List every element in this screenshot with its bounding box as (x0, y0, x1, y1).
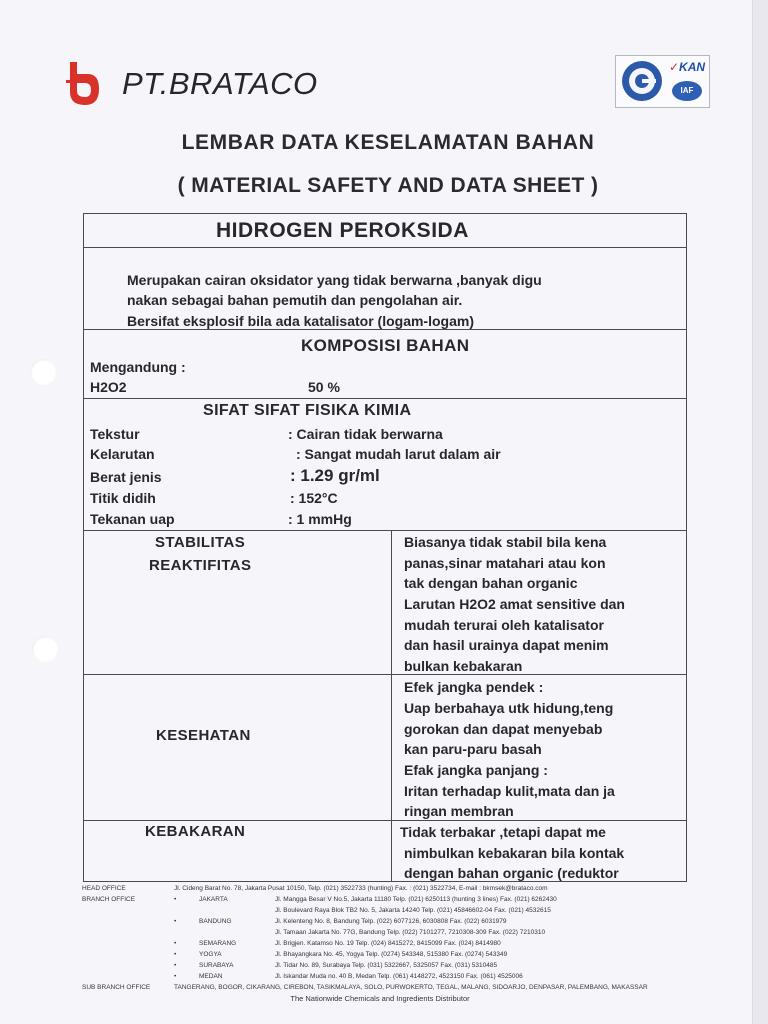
composition-substance: H2O2 (90, 379, 127, 395)
branch-address: Jl. Boulevard Raya Blok TB2 No. 5, Jakarta 14240 Telp. (021) 45846602-04 Fax. (021) 4532615 (275, 907, 551, 914)
product-name: HIDROGEN PEROKSIDA (216, 219, 469, 242)
property-label: Tekanan uap (90, 511, 175, 527)
table-divider (83, 398, 687, 399)
bullet: • (174, 962, 177, 969)
description-line-1: Merupakan cairan oksidator yang tidak berwarna ,banyak digu (127, 272, 542, 288)
bullet: • (174, 896, 177, 903)
property-label: Tekstur (90, 426, 140, 442)
health-line: gorokan dan dapat menyebab (404, 721, 603, 737)
fire-label: KEBAKARAN (145, 823, 246, 840)
branch-address: Jl. Kelenteng No. 8, Bandung Telp. (022) 6077126, 6030808 Fax. (022) 6031979 (275, 918, 507, 925)
bullet: • (174, 918, 177, 925)
kan-logo: ✓KAN (668, 60, 706, 74)
branch-city: BANDUNG (199, 918, 232, 925)
property-label: Berat jenis (90, 469, 162, 485)
table-divider (83, 820, 687, 821)
bullet: • (174, 973, 177, 980)
document-subtitle: ( MATERIAL SAFETY AND DATA SHEET ) (177, 174, 599, 197)
company-name: PT.BRATACO (122, 66, 318, 101)
branch-address: Jl. Tidar No. 89, Surabaya Telp. (031) 5322667, 5325057 Fax. (031) 5310485 (275, 962, 498, 969)
branch-address: Jl. Tamaan Jakarta No. 77G, Bandung Telp. (022) 7101277, 7210308-309 Fax. (022) 7210310 (275, 929, 546, 936)
fire-line: nimbulkan kebakaran bila kontak (404, 845, 625, 861)
health-line: Efek jangka pendek : (404, 679, 544, 695)
head-office-address: Jl. Cideng Barat No. 78, Jakarta Pusat 10150, Telp. (021) 3522733 (hunting) Fax. : (021) 3522734, E-mail : bkmsek@brataco.com (174, 885, 548, 892)
footer-tagline: The Nationwide Chemicals and Ingredients Distributor (290, 994, 470, 1003)
composition-contains-label: Mengandung : (90, 359, 186, 375)
health-line: Iritan terhadap kulit,mata dan ja (404, 783, 615, 799)
property-value: : 152°C (290, 490, 338, 506)
fire-line: dengan bahan organic (reduktor (404, 865, 619, 881)
table-divider (83, 530, 687, 531)
health-line: ringan membran (404, 803, 514, 819)
branch-city: MEDAN (199, 973, 223, 980)
branch-city: SURABAYA (199, 962, 234, 969)
property-value: : 1 mmHg (288, 511, 352, 527)
property-label: Kelarutan (90, 446, 155, 462)
bullet: • (174, 940, 177, 947)
head-office-label: HEAD OFFICE (82, 885, 126, 892)
property-value: : Cairan tidak berwarna (288, 426, 443, 442)
stability-line: panas,sinar matahari atau kon (404, 555, 606, 571)
branch-city: JAKARTA (199, 896, 228, 903)
property-value: : Sangat mudah larut dalam air (296, 446, 501, 462)
branch-address: Jl. Mangga Besar V No.5, Jakarta 11180 Telp. (021) 6250113 (hunting 3 lines) Fax. (021) 6262430 (275, 896, 557, 903)
branch-address: Jl. Iskandar Muda no. 40 B, Medan Telp. (061) 4148272, 4523150 Fax. (061) 4525006 (275, 973, 523, 980)
health-label: KESEHATAN (156, 727, 251, 744)
certification-badge (615, 55, 710, 108)
branch-city: YOGYA (199, 951, 222, 958)
health-line: Uap berbahaya utk hidung,teng (404, 700, 614, 716)
certification-seal-icon (620, 59, 664, 103)
branch-office-label: BRANCH OFFICE (82, 896, 136, 903)
properties-heading: SIFAT SIFAT FISIKA KIMIA (203, 402, 412, 419)
stability-line: tak dengan bahan organic (404, 575, 578, 591)
description-line-2: nakan sebagai bahan pemutih dan pengolahan air. (127, 292, 463, 308)
sub-branch-list: TANGERANG, BOGOR, CIKARANG, CIREBON, TASIKMALAYA, SOLO, PURWOKERTO, TEGAL, MALANG, SIDOARJO, DENPASAR, PALEMBANG, MAKASSAR (174, 984, 648, 991)
branch-address: Jl. Bhayangkara No. 45, Yogya Telp. (0274) 543348, 515380 Fax. (0274) 543349 (275, 951, 508, 958)
stability-line: bulkan kebakaran (404, 658, 523, 674)
stability-line: Larutan H2O2 amat sensitive dan (404, 596, 625, 612)
property-value: : 1.29 gr/ml (290, 466, 380, 485)
branch-address: Jl. Brigjen. Katamso No. 19 Telp. (024) 8415272, 8415099 Fax. (024) 8414980 (275, 940, 501, 947)
iaf-logo: IAF (672, 81, 702, 101)
reactivity-label: REAKTIFITAS (149, 557, 252, 574)
punch-hole-top (30, 359, 56, 385)
health-line: kan paru-paru basah (404, 741, 542, 757)
stability-label: STABILITAS (155, 534, 246, 551)
property-label: Titik didih (90, 490, 156, 506)
description-line-3: Bersifat eksplosif bila ada katalisator (logam-logam) (127, 313, 474, 329)
table-column-divider (391, 530, 392, 881)
stability-line: Biasanya tidak stabil bila kena (404, 534, 607, 550)
health-line: Efak jangka panjang : (404, 762, 548, 778)
brataco-logo-icon (66, 62, 102, 106)
branch-city: SEMARANG (199, 940, 237, 947)
composition-heading: KOMPOSISI BAHAN (301, 336, 470, 355)
punch-hole-bottom (32, 636, 58, 662)
fire-line: Tidak terbakar ,tetapi dapat me (400, 824, 606, 840)
table-divider (83, 247, 687, 248)
document-title: LEMBAR DATA KESELAMATAN BAHAN (181, 131, 595, 154)
bullet: • (174, 951, 177, 958)
table-divider (83, 674, 687, 675)
sub-branch-label: SUB BRANCH OFFICE (82, 984, 151, 991)
stability-line: mudah terurai oleh katalisator (404, 617, 604, 633)
composition-percent: 50 % (308, 379, 340, 395)
stability-line: dan hasil urainya dapat menim (404, 637, 609, 653)
